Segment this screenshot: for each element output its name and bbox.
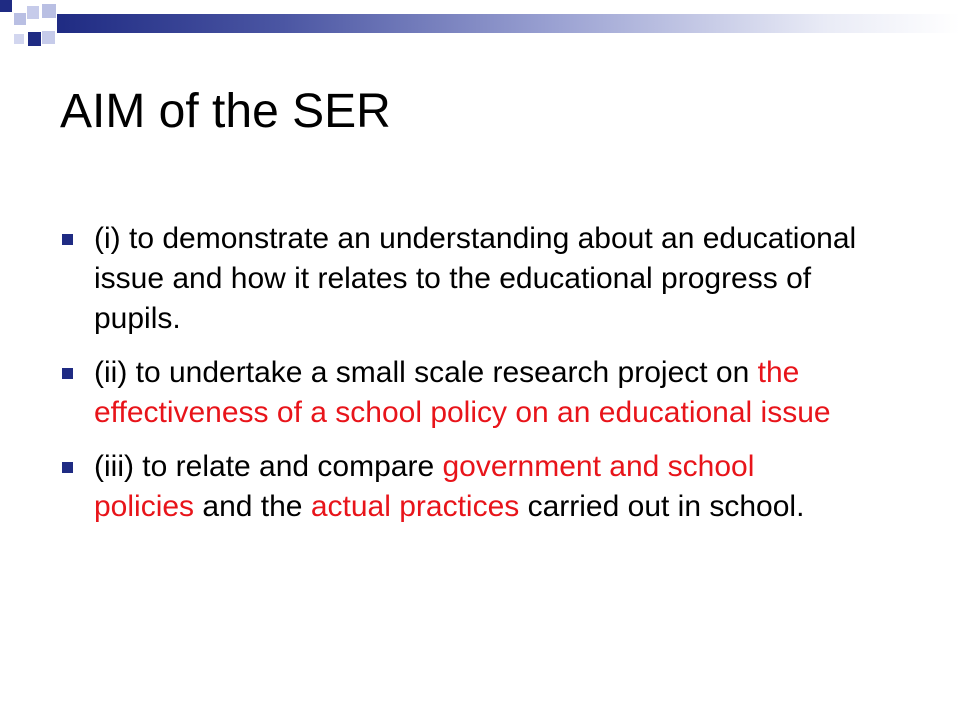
slide-title: AIM of the SER xyxy=(60,85,391,138)
square-bullet-icon xyxy=(62,368,73,379)
square-bullet-icon xyxy=(62,234,73,245)
decorative-square xyxy=(14,34,24,44)
highlighted-text: actual practices xyxy=(310,490,520,523)
highlighted-text: the effectiveness of a school policy on an educational issue xyxy=(94,356,831,429)
bullet-list xyxy=(60,219,860,541)
decorative-square xyxy=(27,6,39,19)
bullet-text: (ii) to undertake a small scale research project on xyxy=(94,356,758,389)
bullet-item xyxy=(60,219,860,339)
bullet-text: carried out in school. xyxy=(519,490,805,523)
decorative-square xyxy=(42,31,55,44)
decorative-square xyxy=(14,13,26,25)
decorative-square xyxy=(42,4,56,18)
bullet-text: and the xyxy=(194,490,311,523)
bullet-text: (i) to demonstrate an understanding about an educational issue and how it relates to the educational progress of pupils. xyxy=(94,222,857,335)
highlighted-text: government and school policies xyxy=(94,450,755,523)
bullet-item xyxy=(60,353,860,433)
decorative-square xyxy=(0,0,12,12)
decorative-square xyxy=(28,32,41,46)
header-gradient-bar xyxy=(57,14,960,33)
bullet-item xyxy=(60,447,860,527)
bullet-text: (iii) to relate and compare xyxy=(94,450,443,483)
square-bullet-icon xyxy=(62,462,73,473)
